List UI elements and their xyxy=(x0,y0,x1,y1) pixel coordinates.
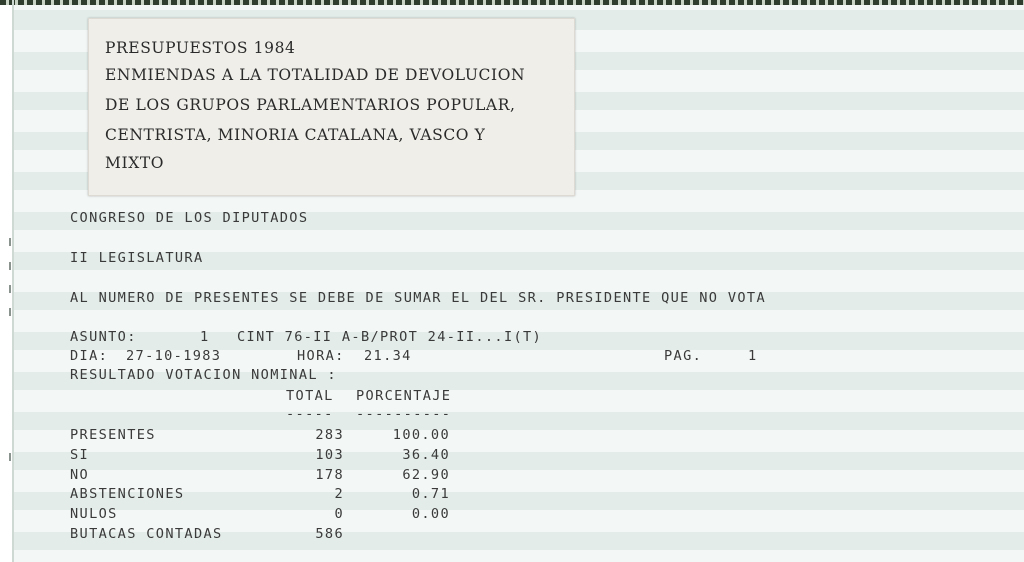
row-percentage: 0.00 xyxy=(411,506,450,522)
dia-value: 27-10-1983 xyxy=(126,348,222,364)
row-label: ABSTENCIONES xyxy=(70,486,185,502)
pag-value: 1 xyxy=(748,348,758,364)
pasted-label xyxy=(88,18,575,196)
col-rule-percentage: ---------- xyxy=(356,406,452,422)
dia-label: DIA: xyxy=(70,348,109,364)
row-total: 586 xyxy=(315,526,344,542)
label-line: ENMIENDAS A LA TOTALIDAD DE DEVOLUCION xyxy=(105,66,526,84)
row-percentage: 62.90 xyxy=(402,467,450,483)
margin-line xyxy=(12,0,14,562)
chamber-name: CONGRESO DE LOS DIPUTADOS xyxy=(70,210,309,226)
row-percentage: 0.71 xyxy=(411,486,450,502)
col-header-total: TOTAL xyxy=(286,388,334,404)
row-percentage: 100.00 xyxy=(392,427,450,443)
row-total: 0 xyxy=(334,506,344,522)
row-label: NULOS xyxy=(70,506,118,522)
pag-label: PAG. xyxy=(664,348,703,364)
row-total: 2 xyxy=(334,486,344,502)
president-note: AL NUMERO DE PRESENTES SE DEBE DE SUMAR EL DEL SR. PRESIDENTE QUE NO VOTA xyxy=(70,290,766,306)
asunto-number: 1 xyxy=(200,329,210,345)
row-label: BUTACAS CONTADAS xyxy=(70,526,223,542)
hora-value: 21.34 xyxy=(364,348,412,364)
row-total: 283 xyxy=(315,427,344,443)
row-total: 103 xyxy=(315,447,344,463)
label-line: DE LOS GRUPOS PARLAMENTARIOS POPULAR, xyxy=(105,96,516,114)
row-percentage: 36.40 xyxy=(402,447,450,463)
margin-tick xyxy=(9,285,11,293)
row-label: SI xyxy=(70,447,90,463)
col-rule-total: ----- xyxy=(286,406,334,422)
asunto-label: ASUNTO: xyxy=(70,329,137,345)
legislature: II LEGISLATURA xyxy=(70,250,204,266)
row-label: NO xyxy=(70,467,90,483)
row-label: PRESENTES xyxy=(70,427,156,443)
margin-tick xyxy=(9,262,11,270)
col-header-percentage: PORCENTAJE xyxy=(356,388,452,404)
row-total: 178 xyxy=(315,467,344,483)
margin-tick xyxy=(9,238,11,246)
asunto-reference: CINT 76-II A-B/PROT 24-II...I(T) xyxy=(237,329,543,345)
label-line: MIXTO xyxy=(105,154,165,172)
result-title: RESULTADO VOTACION NOMINAL : xyxy=(70,367,337,383)
margin-tick xyxy=(9,308,11,316)
label-line: PRESUPUESTOS 1984 xyxy=(105,39,296,57)
tractor-feed-strip xyxy=(0,0,1024,5)
margin-tick xyxy=(9,453,11,461)
hora-label: HORA: xyxy=(297,348,345,364)
label-line: CENTRISTA, MINORIA CATALANA, VASCO Y xyxy=(105,126,486,144)
